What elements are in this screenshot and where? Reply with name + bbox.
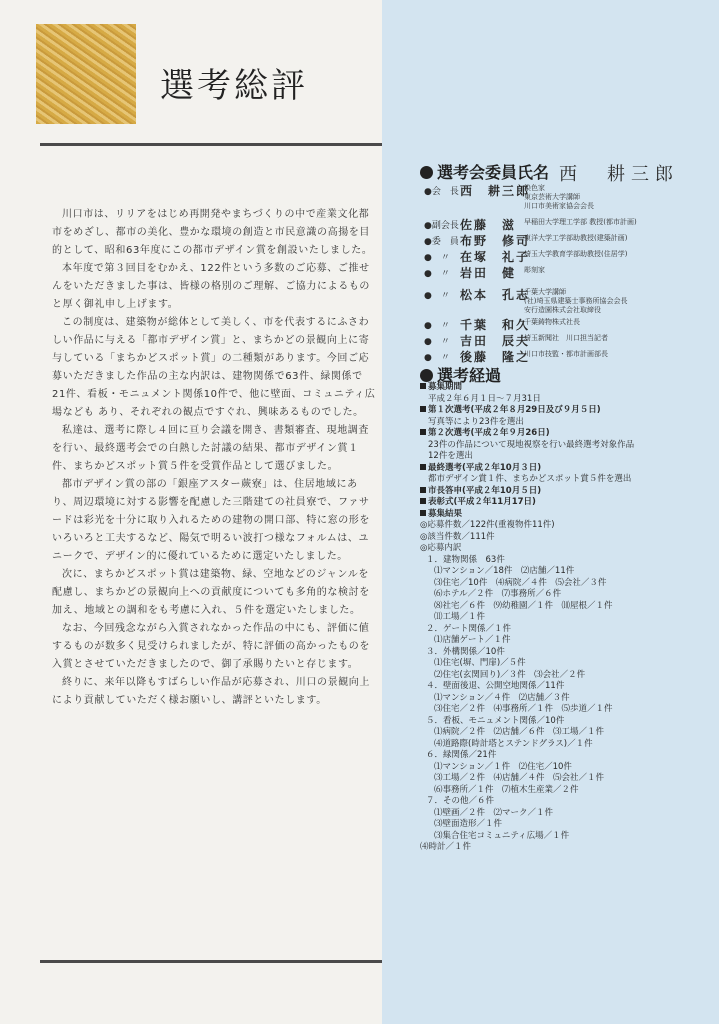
process-step-heading: 募集期間 [420,382,634,394]
member-row: ●会 長 西 耕三郎 染色家 東京芸術大学講師 川口市美術家協会会長 [424,184,594,210]
process-line: 平成２年６月１日〜７月31日 [428,393,541,404]
process-line: ６．緑関係／21件 [426,750,497,760]
page-title: 選考総評 [160,66,308,106]
process-line: ２．ゲート関係／１件 [426,623,512,634]
process-line: ⑹ホテル／２件 ⑺事務所／６件 [434,589,562,599]
member-row: ● 〃 千葉 和久 千葉鋳物株式社長 [424,318,580,332]
process-line: ⑵住宅(玄関回り)／３件 ⑶会社／２件 [434,669,586,680]
member-row: ●副会長 佐藤 滋 早稲田大学理工学部 教授(都市計画) [424,218,637,232]
top-divider [40,143,382,146]
process-line: ⑷時計／１件 [420,842,472,852]
member-row: ● 〃 後藤 隆之 川口市技監・都市計画部長 [424,350,608,364]
process-line: ⑴住宅(塀、門扉)／５件 [434,658,526,668]
process-line: ◎応募内訳 [420,543,462,553]
member-row: ● 〃 在塚 礼子 埼玉大学教育学部助教授(住居学) [424,250,628,264]
process-line: ⑶壁面造形／１件 [434,819,503,829]
process-line: ⑹事務所／１件 ⑺植木生産業／２件 [434,784,579,795]
process-line: １．建物関係 63件 [426,554,505,565]
process-line: 写真等により23件を選出 [428,416,524,427]
gold-texture-swatch [36,24,136,124]
process-line: ◎応募件数／122件(重複物件11件) [420,520,555,530]
process-line: ⑶工場／２件 ⑷店舗／４件 ⑸会社／１件 [434,773,605,783]
process-line: ⑴マンション／４件 ⑵店舗／３件 [434,692,570,703]
process-line: 都市デザイン賞１件、まちかどスポット賞５件を選出 [428,474,632,484]
member-row: ● 〃 岩田 健 彫刻家 [424,266,545,280]
process-line: ⑴マンション／18件 ⑵店舗／11件 [434,566,575,576]
review-paragraph: なお、今回残念ながら入賞されなかった作品の中にも、評価に値するものが数多く見受けられましたが、特に評価の高かったものを入賞とさせていただきましたので、御了承賜りたいと存じます。 [52,623,370,670]
review-paragraph: 終りに、来年以降もすばらしい作品が応募され、川口の景観向上により貢献していただく様お願いし、講評といたします。 [52,677,370,706]
member-row: ●委 員 布野 修司 東洋大学工学部助教授(建築計画) [424,234,628,248]
process-line: 12件を選出 [428,451,473,461]
process-line: ４．壁面後退、公開空地関係／11件 [426,681,565,691]
process-step-heading: 最終選考(平成２年10月３日) [420,463,634,475]
process-line: ７．その他／６件 [426,796,495,806]
process-line: ３．外構関係／10件 [426,646,505,657]
process-list [420,382,634,854]
process-step-heading: 表彰式(平成２年11月17日) [420,497,634,509]
process-step-heading: 第２次選考(平成２年９月26日) [420,428,634,440]
process-line: ⑶住宅／２件 ⑷事務所／１件 ⑸歩道／１件 [434,704,613,714]
committee-heading: 選考会委員氏名 [420,160,549,183]
process-step-heading: 市長答申(平成２年10月５日) [420,486,634,498]
bullet-icon [420,166,433,179]
process-line: ⑶集合住宅コミュニティ広場／１件 [434,830,570,841]
member-row: ● 〃 松本 孔志 千葉大学講師 (社)埼玉県建築士事務所協会会長 安行造園株式会社取締役 [424,288,628,314]
process-line: ⑴マンション／１件 ⑵住宅／10件 [434,761,572,772]
process-step-heading: 第１次選考(平成２年８月29日及び９月５日) [420,405,634,417]
review-paragraph: 次に、まちかどスポット賞は建築物、緑、空地などのジャンルを配慮し、まちかどの景観向上への貢献度についても多角的な検討を加え、地域との調和をも考慮に入れ、５件を選定いたしました。 [52,569,370,616]
review-author: 西 耕三郎 [559,164,679,185]
process-line: ⑾工場／１件 [434,612,486,622]
process-line: 23件の作品について現地視察を行い最終選考対象作品 [428,439,635,450]
process-heading: 選考経過 [420,363,501,386]
process-line: ５．看板、モニュメント関係／10件 [426,715,565,726]
process-line: ⑴壁画／２件 ⑵マーク／１件 [434,807,554,818]
bullet-icon [420,369,433,382]
process-step-heading: 募集結果 [420,509,634,521]
process-line: ⑷道路際(時計塔とステンドグラス)／１件 [434,738,593,749]
review-paragraph: 都市デザイン賞の部の「銀座アスター蕨寮」は、住居地域にあり、周辺環境に対する影響を配慮した三階建ての社員寮で、ファサードは彩光を十分に取り入れるための建物の開口部、特に窓の形をいろいろと工夫するなど、陽気で明るい波打つ様なフォルムは、ユニークで、デザイン的に優れているために選定いたしました。 [52,479,370,562]
process-line: ⑴店舗ゲート／１件 [434,635,511,645]
process-line: ◎該当件数／111件 [420,531,495,542]
review-paragraph: 川口市は、リリアをはじめ再開発やまちづくりの中で産業文化都市をめざし、都市の美化、豊かな環境の創造と市民意識の高揚を目的として、昭和63年度にこの都市デザイン賞を創設いたしました。 [52,209,373,256]
bottom-divider [40,960,382,963]
review-paragraph: 本年度で第３回目をむかえ、122件という多数のご応募、ご推せんをいただきました事は、皆様の格別のご理解、ご協力によるものと厚く御礼申し上げます。 [52,263,370,310]
review-paragraph: 私達は、選考に際し４回に亘り会議を開き、書類審査、現地調査を行い、最終選考会での白熱した討議の結果、都市デザイン賞１件、まちかどスポット賞５件を受賞作品として選びました。 [52,425,369,472]
process-line: ⑻社宅／６件 ⑼幼稚園／１件 ⑽屋根／１件 [434,600,613,611]
member-row: ● 〃 吉田 辰夫 埼玉新聞社 川口担当記者 [424,334,608,348]
review-paragraph: この制度は、建築物が総体として美しく、市を代表するにふさわしい作品に与える「都市デザイン賞」と、まちかどの景観向上に寄与している「まちかどスポット賞」の二種類があります。今回ご応募いただきました作品の主な内訳は、建物関係で63件、緑関係で21件、看板・モニュメント関係10件で、他に壁面、コミュニティ広場なども あり、それぞれの観点ですぐれ、興味あるものでした。 [52,317,376,418]
process-line: ⑴病院／２件 ⑵店舗／６件 ⑶工場／１件 [434,727,605,737]
process-line: ⑶住宅／10件 ⑷病院／４件 ⑸会社／３件 [434,577,607,588]
review-body [52,206,376,710]
